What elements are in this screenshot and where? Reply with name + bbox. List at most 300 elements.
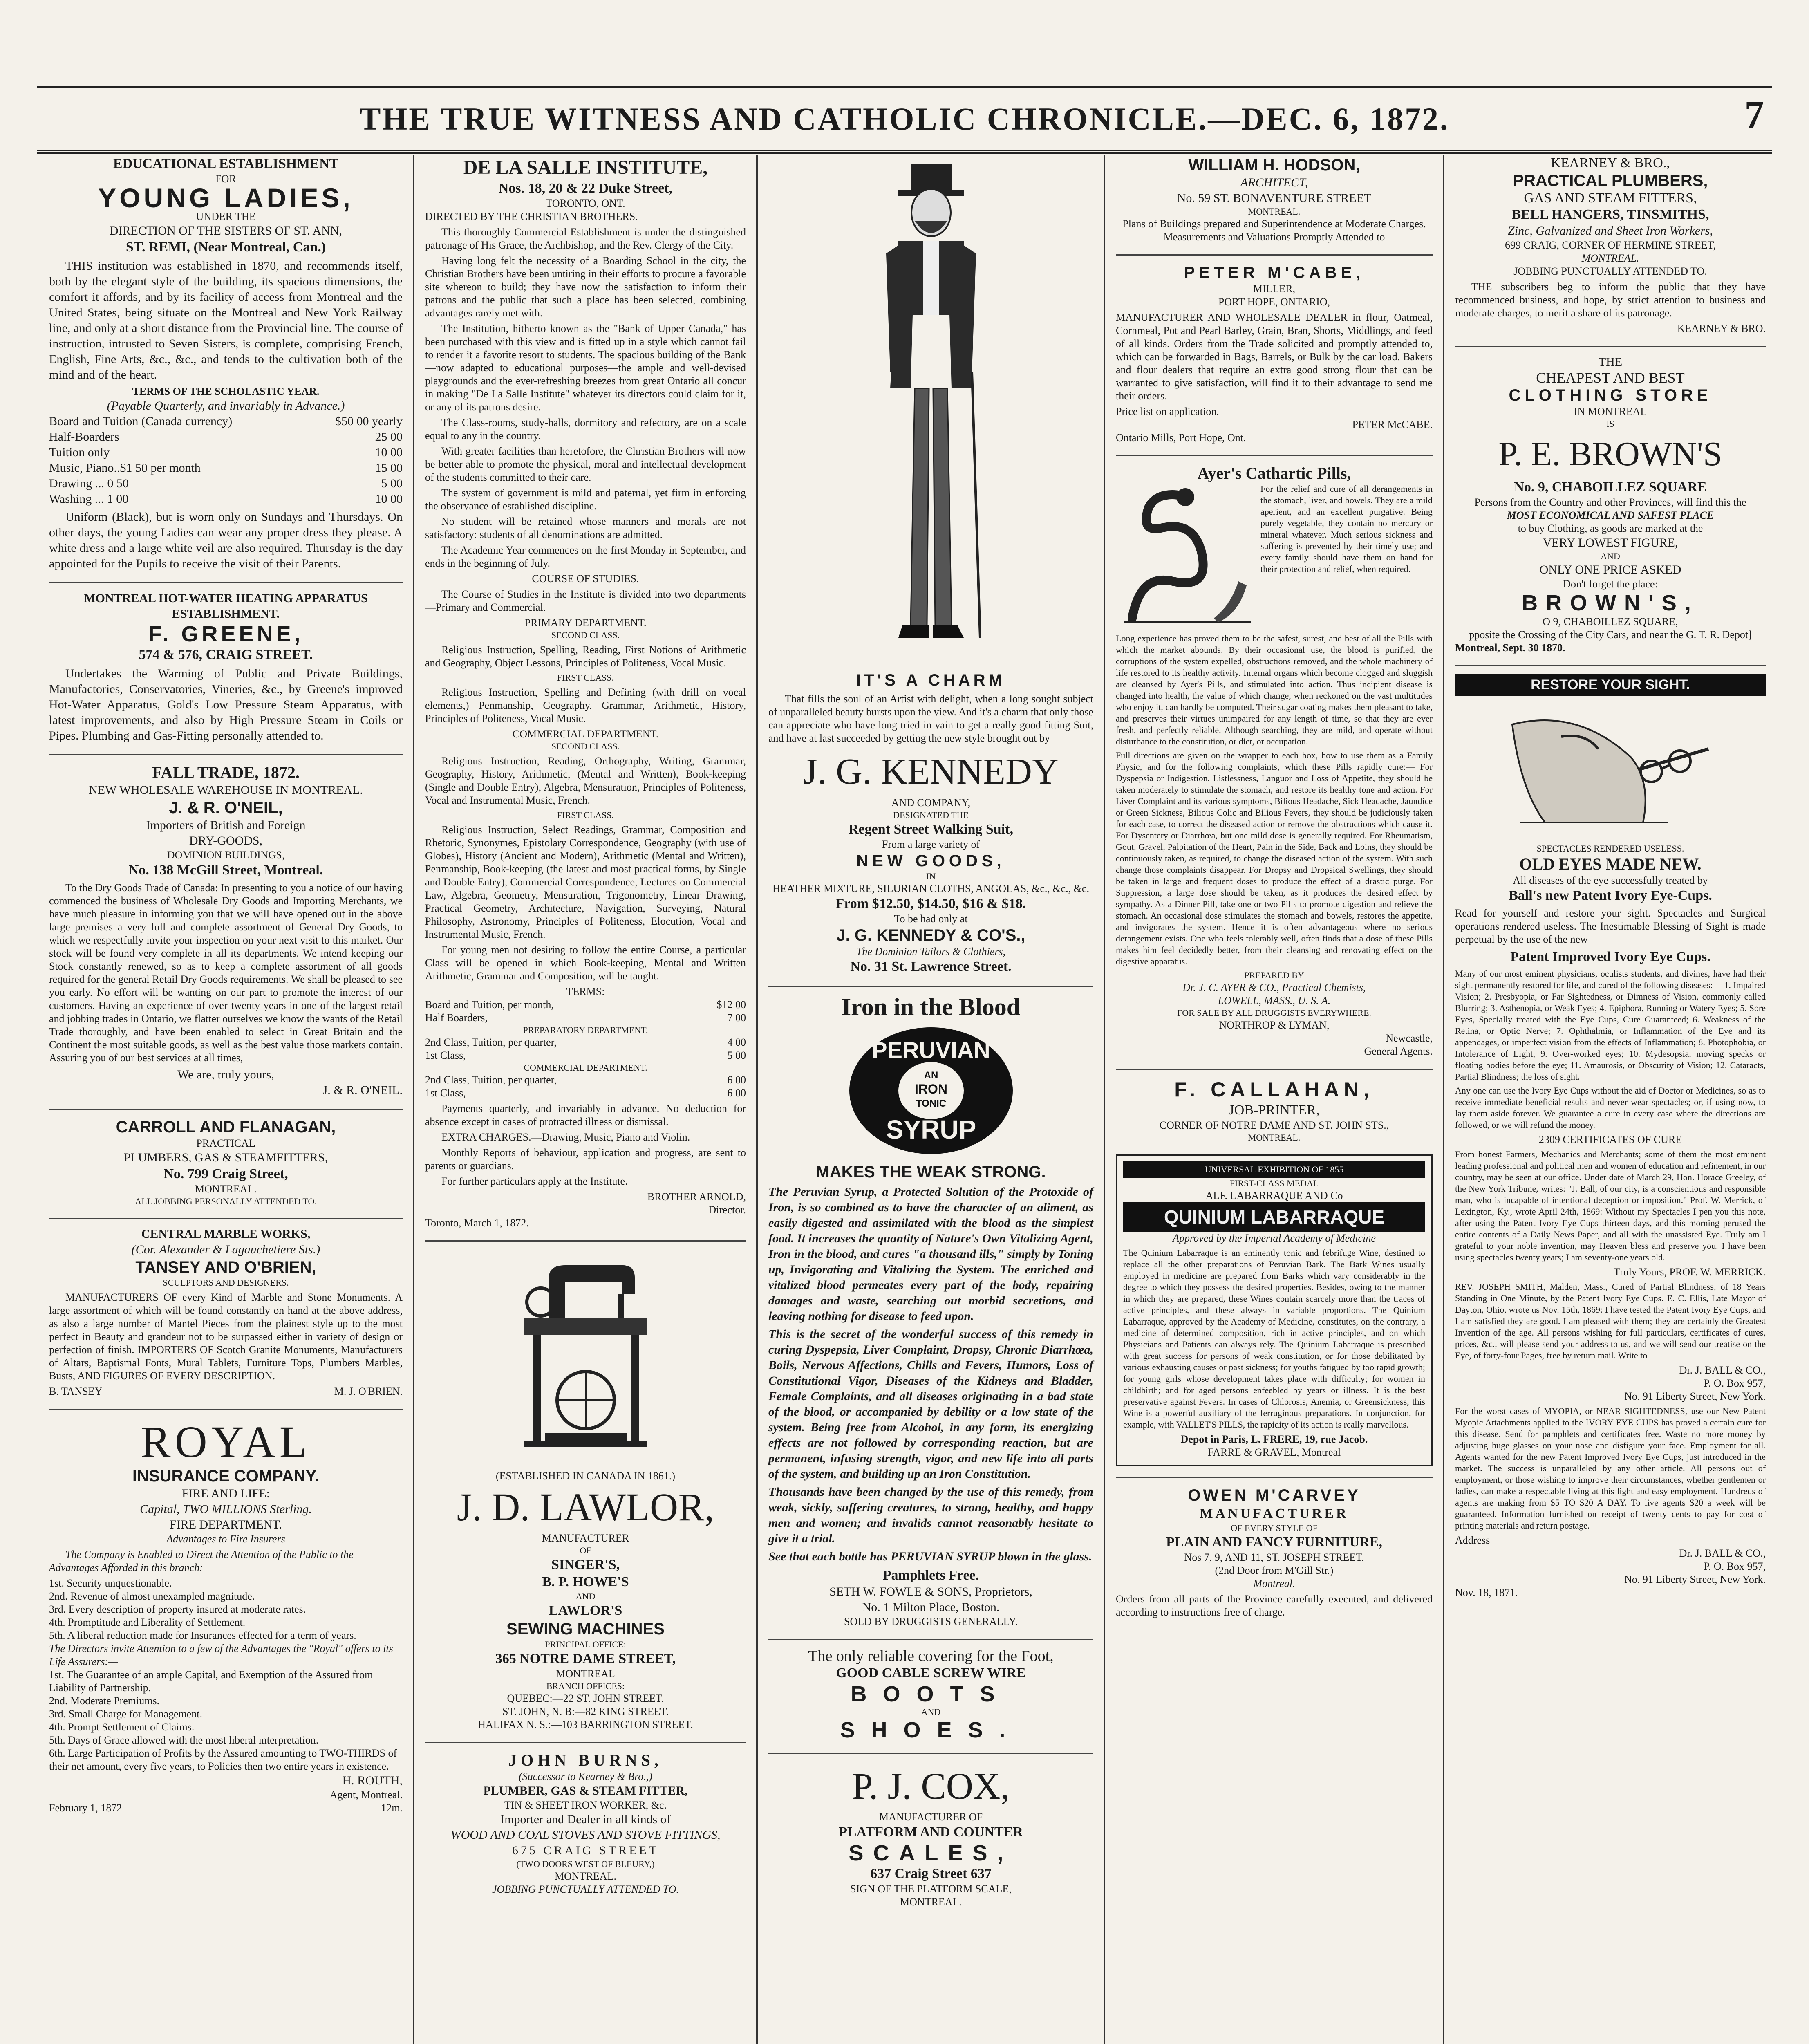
ad-line: MONTREAL.	[195, 1183, 257, 1195]
ad-ayers-pills	[1116, 455, 1433, 1058]
section-heading: COURSE OF STUDIES.	[532, 573, 639, 585]
ad-product: BOOTS	[851, 1682, 1011, 1706]
ad-address: No. 138 McGill Street, Montreal.	[128, 863, 323, 878]
ad-line: NORTHROP & LYMAN,	[1219, 1019, 1330, 1031]
section-subheading: FIRST CLASS.	[557, 810, 614, 820]
ad-line: GOOD CABLE SCREW WIRE	[836, 1665, 1026, 1681]
section-heading: TERMS:	[566, 986, 605, 997]
ad-duration: 12m.	[381, 1802, 403, 1814]
ad-address: No. 31 St. Lawrence Street.	[850, 959, 1012, 974]
ad-line: Plans of Buildings prepared and Superintendence at Moderate Charges.	[1122, 218, 1426, 230]
ad-line: pposite the Crossing of the City Cars, and near the G. T. R. Depot]	[1469, 629, 1752, 641]
terms-item: PREPARATORY DEPARTMENT.	[523, 1025, 648, 1035]
terms-title: TERMS OF THE SCHOLASTIC YEAR.	[132, 385, 320, 397]
terms-item: Tuition only	[49, 446, 110, 459]
ad-title: DE LA SALLE INSTITUTE,	[463, 157, 708, 178]
terms-price: 5 00	[727, 1049, 746, 1061]
terms-price: 10 00	[375, 492, 403, 506]
ad-body: REV. JOSEPH SMITH, Malden, Mass., Cured of Partial Blindness, of 18 Years Standing in One Minute, by the Patent Ivory Eye Cups. E. C. Ellis, Late Mayor of Dayton, Ohio, wrote us Nov. 15th, 1869: I have tested the Patent Ivory Eye Cups, and I am satisfied they are good. I am pleased with them; they are certainly the Greatest Invention of the age. All persons wishing for full particulars, certificates of cures, prices, &c., will please send your address to us, and we will send our treatise on the Eye, of forty-four Pages, free by return mail. Write to	[1455, 1282, 1766, 1360]
list-item: 4th. Prompt Settlement of Claims.	[49, 1721, 195, 1733]
ad-line: FIRE DEPARTMENT.	[170, 1518, 282, 1531]
list-item: 2nd. Moderate Premiums.	[49, 1695, 160, 1707]
ad-line: Measurements and Valuations Promptly Attended to	[1163, 231, 1385, 243]
terms-price: 15 00	[375, 461, 403, 475]
ad-line: (Successor to Kearney & Bro.,)	[519, 1771, 652, 1782]
ad-line: Don't forget the place:	[1563, 578, 1658, 590]
ad-brand: Ball's new Patent Ivory Eye-Cups.	[1509, 888, 1712, 903]
ad-line: AND	[921, 1707, 941, 1717]
terms-row	[425, 1036, 746, 1049]
ad-line: BELL HANGERS, TINSMITHS,	[1511, 207, 1709, 222]
terms-item: 2nd Class, Tuition, per quarter,	[425, 1074, 557, 1086]
ad-brand: BROWN'S,	[1522, 591, 1699, 615]
ad-line: (TWO DOORS WEST OF BLEURY,)	[516, 1859, 655, 1869]
ad-line: LOWELL, MASS., U. S. A.	[1218, 995, 1331, 1006]
ad-line: to buy Clothing, as goods are marked at the	[1518, 522, 1703, 534]
ad-line: (2nd Door from M'Gill Str.)	[1215, 1564, 1334, 1576]
ad-title: PRACTICAL PLUMBERS,	[1513, 172, 1708, 190]
ad-line: SIGN OF THE PLATFORM SCALE,	[850, 1883, 1012, 1895]
ad-heading: CENTRAL MARBLE WORKS,	[141, 1227, 311, 1241]
ad-kearney	[1455, 155, 1766, 335]
terms-item: Half Boarders,	[425, 1012, 488, 1024]
terms-item: Board and Tuition (Canada currency)	[49, 415, 233, 428]
ad-title: OLD EYES MADE NEW.	[1519, 855, 1702, 873]
terms-item: COMMERCIAL DEPARTMENT.	[524, 1062, 647, 1073]
list-item: The Directors invite Attention to a few of the Advantages the "Royal" offers to its Life Assurers:—	[49, 1643, 393, 1667]
terms-row	[49, 429, 403, 445]
figure-caption: SPECTACLES RENDERED USELESS.	[1536, 843, 1684, 854]
ad-tansey-obrien	[49, 1218, 403, 1398]
ad-brand: Patent Improved Ivory Eye Cups.	[1510, 949, 1710, 964]
eye-cups-illustration	[1496, 700, 1725, 839]
ad-brand: B. P. HOWE'S	[542, 1574, 629, 1589]
ad-line: THE	[1598, 355, 1623, 369]
ad-signature: Truly Yours, PROF. W. MERRICK.	[1614, 1266, 1766, 1278]
ad-peruvian-syrup	[768, 986, 1093, 1628]
ad-line: Newcastle,	[1386, 1032, 1433, 1044]
ad-brand: LAWLOR'S	[549, 1603, 622, 1618]
ad-address: 574 & 576, CRAIG STREET.	[139, 647, 313, 662]
ad-body: MANUFACTURER AND WHOLESALE DEALER in flour, Oatmeal, Cornmeal, Pot and Pearl Barley, Grain, Bran, Shorts, Middlings, and feed of all kinds. Orders from the Trade solicited and promptly attended to, which can be forwarded in Bags, Barrels, or Bulk by the car load. Bakers and flour dealers that require an extra good strong flour that can be warranted to give satisfaction, will find it to their advantage to send me their orders.	[1116, 312, 1433, 402]
ad-line: ALL JOBBING PERSONALLY ATTENDED TO.	[135, 1196, 317, 1206]
ad-body: The Institution, hitherto known as the "Bank of Upper Canada," has been purchased with this view and is fitted up in a style which cannot fail to render it a favorite resort to students. The spacious building of the Bank—now adapted to educational purposes—the ample and well-devised playgrounds and the ever-refreshing breezes from great Ontario all concur in making "De La Salle Institute" whatever its directors could claim for it, or any of its patrons desire.	[425, 323, 746, 413]
ad-line: MONTREAL.	[900, 1896, 962, 1908]
section-subheading: SECOND CLASS.	[551, 741, 620, 751]
ad-body: Payments quarterly, and invariably in advance. No deduction for absence except in cases of protracted illness or dismissal.	[425, 1103, 746, 1127]
ad-body: For young men not desiring to follow the entire Course, a particular Class will be opened in which Book-keeping, Mental and Written Arithmetic, Grammar and Composition, will be taught.	[425, 944, 746, 982]
list-item: 3rd. Small Charge for Management.	[49, 1708, 202, 1720]
ad-body: Religious Instruction, Select Readings, Grammar, Composition and Rhetoric, Synonymes, Epistolary Correspondence, Geography (with use of Globes), History (Ancient and Modern), Arithmetic (Mental and Written), Penmanship, Book-keeping (the latest and most practical forms, by Single and Double Entry), Commercial Correspondence, Lectures on Commercial Law, Algebra, Geometry, Mensuration, Trigonometry, Linear Drawing, Practical Geometry, Architecture, Navigation, Surveying, Natural Philosophy, Astronomy, Principles of Politeness, Elocution, Vocal and Instrumental Music, French.	[425, 824, 746, 940]
ad-line: FOR	[215, 173, 236, 185]
ad-body: The Quinium Labarraque is an eminently tonic and febrifuge Wine, destined to replace all the other preparations of Peruvian Bark. The Bark Wines usually employed in medicine are prepared from Barks which vary considerably in the degree to which they possess the desired properties. Besides, owing to the manner in which they are prepared, these Wines contain scarcely more than the traces of active principles, and these always in variable proportions. The Quinium Labarraque, approved by the Academy of Medicine, constitutes, on the contrary, a medicine of determined composition, rich in active principles, and on which Physicians and Patients can always rely. The Quinium Labarraque is prescribed with great success for persons of weak constitution, or for those debilitated by various exhausting causes or past sickness; for youths fatigued by too rapid growth; for young girls whose development takes place with difficulty; for women in childbirth; and for aged persons enfeebled by years or illness. It is the best preservative against Fevers. In cases of Chlorosis, Anemia, or Greensickness, this Wine is a powerful auxiliary of the ferruginous preparations. In conjunction, for example, with VALLET'S PILLS, the rapidity of its action is really marvellous.	[1123, 1248, 1425, 1430]
ad-line: DIRECTED BY THE CHRISTIAN BROTHERS.	[425, 211, 638, 222]
section-heading: COMMERCIAL DEPARTMENT.	[512, 728, 659, 740]
terms-row	[425, 1011, 746, 1024]
ad-line: Importers of British and Foreign	[146, 818, 306, 832]
ad-line: TIN & SHEET IRON WORKER, &c.	[504, 1799, 667, 1811]
newspaper-title: THE TRUE WITNESS AND CATHOLIC CHRONICLE.—DEC. 6, 1872.	[359, 101, 1450, 137]
ad-address: No. 9, CHABOILLEZ SQUARE	[1514, 480, 1707, 495]
ad-heading: FALL TRADE, 1872.	[152, 763, 300, 782]
ad-line: Montreal.	[1253, 1578, 1295, 1589]
ad-address: O 9, CHABOILLEZ SQUARE,	[1543, 616, 1678, 628]
ad-line: General Agents.	[1364, 1045, 1433, 1057]
ad-boots	[768, 1639, 1093, 1742]
ad-brand: P. E. BROWN'S	[1498, 435, 1722, 473]
terms-price: 25 00	[375, 430, 403, 444]
ad-line: SCULPTORS AND DESIGNERS.	[163, 1278, 289, 1288]
terms-price: 4 00	[727, 1036, 746, 1048]
ad-body: For further particulars apply at the Institute.	[441, 1175, 628, 1187]
ad-line: IS	[1606, 419, 1614, 429]
terms-row	[49, 460, 403, 476]
ad-heading: MONTREAL HOT-WATER HEATING APPARATUS ESTABLISHMENT.	[84, 592, 368, 621]
ad-product: PLAIN AND FANCY FURNITURE,	[1166, 1535, 1382, 1550]
ad-body: Religious Instruction, Spelling, Reading, First Notions of Arithmetic and Geography, Object Lessons, Principles of Politeness, Vocal Music.	[425, 644, 746, 669]
ad-headline: Iron in the Blood	[841, 993, 1021, 1020]
ad-line: AND	[575, 1591, 596, 1601]
ad-title: OWEN M'CARVEY	[1188, 1486, 1361, 1504]
ad-body: Thousands have been changed by the use of this remedy, from weak, sickly, suffering creatures, to strong, healthy, and happy men and women; and invalids cannot reasonably hesitate to give it a trial.	[768, 1485, 1093, 1545]
ayer-top	[1116, 483, 1433, 630]
terms-price: $50 00 yearly	[335, 415, 403, 428]
ad-line: MONTREAL.	[555, 1870, 616, 1882]
ad-line: JOB-PRINTER,	[1229, 1103, 1320, 1118]
ad-line: MONTREAL.	[1248, 206, 1301, 217]
ad-address: 699 CRAIG, CORNER OF HERMINE STREET,	[1505, 239, 1716, 251]
ad-signature: J. & R. O'NEIL.	[322, 1083, 403, 1097]
ad-body: The Course of Studies in the Institute is divided into two departments—Primary and Commercial.	[425, 588, 746, 613]
ad-mccabe	[1116, 254, 1433, 444]
ad-line: FOR SALE BY ALL DRUGGISTS EVERYWHERE.	[1177, 1008, 1372, 1018]
ad-line: Capital, TWO MILLIONS Sterling.	[140, 1502, 312, 1516]
ad-line: Address	[1455, 1534, 1490, 1546]
ad-goods: NEW GOODS,	[856, 852, 1005, 870]
ad-body: Any one can use the Ivory Eye Cups without the aid of Doctor or Medicines, so as to receive immediate beneficial results and never wear spectacles; or, if using now, to lay them aside forever. We guarantee a cure in every case where the directions are followed, or we will refund the money.	[1455, 1085, 1766, 1130]
ad-body: Read for yourself and restore your sight. Spectacles and Surgical operations rendered useless. The Inestimable Blessing of Sight is made perpetual by the use of the new	[1455, 907, 1766, 945]
column-3	[760, 155, 1102, 2044]
ad-address: Nos. 18, 20 & 22 Duke Street,	[498, 181, 673, 196]
ad-title: CARROLL AND FLANAGAN,	[116, 1118, 336, 1136]
ad-body: The Company is Enabled to Direct the Attention of the Public to the Advantages Afforded in this branch:	[49, 1549, 354, 1573]
ad-greene	[49, 582, 403, 744]
ad-title: F. CALLAHAN,	[1174, 1078, 1374, 1101]
ad-body: The Class-rooms, study-halls, dormitory and refectory, are on a scale equal to any in the country.	[425, 417, 746, 442]
gentleman-illustration	[870, 159, 992, 666]
logo-text-iron: IRON	[914, 1082, 947, 1096]
ad-title: P. J. COX,	[852, 1765, 1010, 1807]
ad-line: JOBBING PUNCTUALLY ATTENDED TO.	[492, 1883, 679, 1895]
ad-line: UNDER THE	[196, 211, 256, 222]
terms-price: $12 00	[716, 999, 746, 1011]
terms-row	[425, 1087, 746, 1100]
ad-de-la-salle	[425, 155, 746, 1230]
ad-line: MONTREAL	[556, 1668, 615, 1680]
terms-row	[49, 476, 403, 491]
ad-title: J. G. KENNEDY	[803, 751, 1059, 792]
ad-body: THE subscribers beg to inform the public that they have recommenced business, and hope, by strict attention to business and moderate charges, to merit a share of its patronage.	[1455, 281, 1766, 319]
terms-row	[49, 445, 403, 460]
list-item: 1st. Security unquestionable.	[49, 1577, 172, 1589]
ad-line: Importer and Dealer in all kinds of	[500, 1813, 671, 1826]
terms-item: Drawing ... 0 50	[49, 477, 129, 490]
ad-title: PETER M'CABE,	[1184, 264, 1365, 282]
ad-line: BRANCH OFFICES:	[546, 1681, 625, 1691]
ad-line: AND COMPANY,	[891, 797, 971, 809]
ad-line: Persons from the Country and other Provinces, will find this the	[1474, 496, 1746, 508]
list-item: 5th. A liberal reduction made for Insurances effected for a term of years.	[49, 1629, 356, 1641]
ad-signature-row	[49, 1385, 403, 1398]
ad-address: Dr. J. BALL & CO.,	[1679, 1364, 1766, 1376]
ad-line: Approved by the Imperial Academy of Medicine	[1173, 1232, 1376, 1244]
ad-line: The Dominion Tailors & Clothiers,	[856, 946, 1006, 957]
column-rule	[1104, 155, 1105, 2044]
ad-body: Undertakes the Warming of Public and Private Buildings, Manufactories, Conservatories, Vineries, &c., by Greene's improved Hot-Water Apparatus, Gold's Low Pressure Steam Apparatus, with latest improvements, and also by High Pressure Steam in Coils or Pipes. Plumbing and Gas-Fitting personally attended to.	[49, 667, 403, 742]
terms-price: 10 00	[375, 446, 403, 459]
ad-product: SCALES,	[849, 1841, 1013, 1865]
ad-body: The system of government is mild and paternal, yet firm in enforcing the observance of established discipline.	[425, 487, 746, 512]
ad-line: AND	[1601, 551, 1620, 561]
ad-signature: BROTHER ARNOLD,	[647, 1191, 746, 1203]
ad-title: J. D. LAWLOR,	[457, 1485, 714, 1529]
ad-headline: IT'S A CHARM	[856, 671, 1005, 689]
ad-line: MOST ECONOMICAL AND SAFEST PLACE	[1507, 509, 1714, 521]
section-subheading: FIRST CLASS.	[557, 672, 614, 683]
ad-body: To the Dry Goods Trade of Canada: In presenting to you a notice of our having commenced the business of Wholesale Dry Goods and Importing Merchants, we have much pleasure in informing you that we will have opened out in the above large premises a very full and complete assortment of General Dry Goods, to which we respectfully invite your inspection on your next visit to this market. Our stock will be found very complete in all its departments. We intend keeping our Stock constantly renewed, so as to keep a complete assortment of all goods required for the general Retail Dry Goods requirements. We shall be pleased to see you early. No effort will be wanting on our part to promote the interest of our customers. Having an experience of over twenty years in one of the largest retail and jobbing trades in Ontario, we flatter ourselves we know the wants of the Retail Trade thoroughly, and have been enabled to select in Great Britain and the Continent the most suitable goods, as well as the best value those markets contain. Assuring you of our best services at all times,	[49, 882, 403, 1064]
ad-product: SHOES.	[840, 1718, 1022, 1742]
ad-branch: ST. JOHN, N. B:—82 KING STREET.	[502, 1706, 669, 1717]
logo-text-an: AN	[924, 1070, 938, 1081]
ad-address: P. O. Box 957,	[1704, 1377, 1766, 1389]
ad-line: SETH W. FOWLE & SONS, Proprietors,	[829, 1585, 1032, 1598]
ad-line: Ontario Mills, Port Hope, Ont.	[1116, 432, 1246, 444]
ad-body: Religious Instruction, Spelling and Defining (with drill on vocal elements,) Penmanship, Geography, Grammar, Arithmetic, History, Principles of Politeness, Vocal Music.	[425, 686, 746, 724]
ad-body: Full directions are given on the wrapper to each box, how to use them as a Family Physic, and for the following complaints, which these Pills rapidly cure:— For Dyspepsia or Indigestion, Listlessness, Languor and Loss of Appetite, they should be taken moderately to stimulate the stomach, and restore its healthy tone and action. For Liver Complaint and its various symptoms, Bilious Headache, Sick Headache, Jaundice or Green Sickness, Bilious Colic and Bilious Fevers, they should be judiciously taken for each case, to correct the diseased action or remove the obstructions which cause it. For Dysentery or Diarrhœa, but one mild dose is generally required. For Rheumatism, Gout, Gravel, Palpitation of the Heart, Pain in the Side, Back and Loins, they should be continuously taken, as required, to change the diseased action of the system. With such change those complaints disappear. For Dropsy and Dropsical Swellings, they should be taken in large and frequent doses to produce the effect of a drastic purge. For Suppression, a large dose should be taken, as it produces the desired effect by sympathy. As a Dinner Pill, take one or two Pills to promote digestion and relieve the stomach. An occasional dose stimulates the stomach and bowels, restores the appetite, and invigorates the system. Hence it is often advantageous where no serious derangement exists. One who feels tolerably well, often finds that a dose of these Pills makes him feel decidedly better, from their cleansing and renovating effect on the digestive apparatus.	[1116, 750, 1433, 966]
ad-title: WILLIAM H. HODSON,	[1188, 156, 1360, 174]
terms-note: (Payable Quarterly, and invariably in Advance.)	[107, 399, 345, 412]
ad-quinium	[1116, 1154, 1433, 1466]
ad-line: HEATHER MIXTURE, SILURIAN CLOTHS, ANGOLAS, &c., &c., &c.	[772, 883, 1089, 894]
ad-body: MANUFACTURERS OF every Kind of Marble and Stone Monuments. A large assortment of which will be found constantly on hand at the above address, as also a large number of Mantel Pieces from the plainest style up to the most perfect in Beauty and grandeur not to be surpassed either in variety of design or perfection of finish. IMPORTERS OF Scotch Granite Monuments, Manufacturers of Altars, Baptismal Fonts, Mural Tablets, Furniture Tops, Plumbers Marbles, Busts, AND FIGURES OF EVERY DESCRIPTION.	[49, 1291, 403, 1382]
ad-slogan: MAKES THE WEAK STRONG.	[816, 1163, 1046, 1181]
ad-product: Regent Street Walking Suit,	[849, 822, 1013, 837]
ad-date-row	[49, 1802, 403, 1815]
terms-price: 5 00	[381, 477, 403, 490]
ad-body: This is the secret of the wonderful success of this remedy in curing Dyspepsia, Liver Complaint, Dropsy, Chronic Diarrhœa, Boils, Nervous Affections, Chills and Fevers, Humors, Loss of Constitutional Vigor, Diseases of the Kidneys and Bladder, Female Complaints, and all diseases originating in a bad state of the blood, or accompanied by debility or a low state of the system. Being free from Alcohol, in any form, its energizing effects are not followed by corresponding reaction, but are permanent, infusing strength, vigor, and new life into all parts of the system, and building up an Iron Constitution.	[768, 1327, 1093, 1481]
ad-address: 637 Craig Street 637	[870, 1866, 992, 1881]
ad-line: PLUMBERS, GAS & STEAMFITTERS,	[123, 1151, 328, 1164]
ad-line: ONLY ONE PRICE ASKED	[1539, 563, 1681, 576]
column-5	[1447, 155, 1774, 2044]
logo-text-top: PERUVIAN	[871, 1037, 990, 1063]
ad-line: Price list on application.	[1116, 406, 1219, 417]
ad-address: CORNER OF NOTRE DAME AND ST. JOHN STS.,	[1159, 1119, 1389, 1131]
ad-date: Nov. 18, 1871.	[1455, 1587, 1518, 1598]
ad-body: Many of our most eminent physicians, oculists students, and divines, have had their sight permanently restored for life, and cured of the following diseases:— 1. Impaired Vision; 2. Presbyopia, or Far Sightedness, or Dimness of Vision, commonly called Blurring; 3. Asthenopia, or Weak Eyes; 4. Epiphora, Running or Watery Eyes; 5. Sore Eyes, Specially treated with the Eye Cups, Cure Guaranteed; 6. Weakness of the Retina, or Optic Nerve; 7. Ophthalmia, or Inflammation of the Eye and its appendages, or imperfect vision from the effects of Inflammation; 8. Photophobia, or Intolerance of Light; 9. Over-worked eyes; 10. Mydesopsia, moving specks or floating bodies before the eye; 11. Amaurosis, or Obscurity of Vision; 12. Cataracts, Partial Blindness; the loss of sight.	[1455, 968, 1766, 1082]
logo-text-bottom: SYRUP	[886, 1115, 976, 1144]
ad-body: Orders from all parts of the Province carefully executed, and delivered according to instructions free of charge.	[1116, 1593, 1433, 1618]
terms-item: Half-Boarders	[49, 430, 119, 444]
section-subheading: SECOND CLASS.	[551, 630, 620, 640]
column-rule	[413, 155, 414, 2044]
ad-body: This thoroughly Commercial Establishment is under the distinguished patronage of His Grace, the Archbishop, and the Rev. Clergy of the City.	[425, 226, 746, 251]
ad-kennedy	[768, 159, 1093, 975]
ad-lawlor	[425, 1240, 746, 1731]
ad-line: 2309 CERTIFICATES OF CURE	[1538, 1134, 1682, 1145]
ad-headline: RESTORE YOUR SIGHT.	[1455, 674, 1766, 696]
ad-line: IN MONTREAL	[1574, 406, 1647, 417]
ad-body: The Peruvian Syrup, a Protected Solution of the Protoxide of Iron, is so combined as to have the character of an aliment, as easily digested and assimilated with the blood as the simplest food. It increases the quantity of Nature's Own Vitalizing Agent, Iron in the blood, and cures "a thousand ills," simply by Toning up, Invigorating and Vitalizing the System. The enriched and vitalized blood permeates every part of the body, repairing damages and waste, searching out morbid secretions, and leaving nothing for disease to feed upon.	[768, 1185, 1093, 1323]
ad-line: OF	[580, 1545, 591, 1555]
ad-line: MANUFACTURER	[542, 1532, 629, 1544]
ad-address: Dr. J. BALL & CO.,	[1679, 1547, 1766, 1559]
ad-line: NEW WHOLESALE WAREHOUSE IN MONTREAL.	[89, 783, 363, 797]
ad-address: No. 91 Liberty Street, New York.	[1624, 1390, 1766, 1402]
terms-item: 2nd Class, Tuition, per quarter,	[425, 1036, 557, 1048]
column-1	[41, 155, 411, 2044]
ad-branch: HALIFAX N. S.:—103 BARRINGTON STREET.	[478, 1719, 693, 1730]
ad-brown	[1455, 346, 1766, 654]
ad-line: MANUFACTURER	[1200, 1506, 1349, 1521]
ad-signature-role: Director.	[708, 1204, 746, 1216]
ad-line: PORT HOPE, ONTARIO,	[1218, 296, 1330, 308]
terms-price: 6 00	[727, 1087, 746, 1099]
logo-text-tonic: TONIC	[916, 1098, 946, 1109]
ad-royal-insurance	[49, 1409, 403, 1815]
ad-line: PRINCIPAL OFFICE:	[545, 1639, 626, 1650]
ad-line: IN	[926, 871, 936, 881]
ad-line: Zinc, Galvanized and Sheet Iron Workers,	[1508, 224, 1713, 238]
ad-line: Advantages to Fire Insurers	[166, 1533, 285, 1545]
ad-body: From honest Farmers, Mechanics and Merchants; some of them the most eminent leading professional and political men and women of education and refinement, in our country, may be seen at our office. Under date of March 29, Hon. Horace Greeley, of the New York Tribune, writes: "J. Ball, of our city, is a conscientious and responsible man, who is incapable of intentional deception or imposition." Prof. W. Merrick, of Lexington, Ky., wrote April 24th, 1869: Without my Spectacles I pen you this note, after using the Patent Ivory Eye Cups thirteen days, and this morning perused the entire contents of a Daily News Paper, and all with the unassisted Eye. Truly am I grateful to your noble invention, may Heaven bless and preserve you. I have been using spectacles twenty years; I am seventy-one years old.	[1455, 1149, 1766, 1262]
list-item: 2nd. Revenue of almost unexampled magnitude.	[49, 1590, 255, 1602]
sewing-machine-illustration	[500, 1253, 672, 1466]
ad-line: (Cor. Alexander & Lagauchetiere Sts.)	[131, 1243, 320, 1256]
column-4	[1108, 155, 1441, 2044]
ad-line: ARCHITECT,	[1240, 176, 1308, 189]
ad-line: JOBBING PUNCTUALLY ATTENDED TO.	[1513, 265, 1707, 277]
ad-title: J. & R. O'NEIL,	[169, 799, 283, 817]
ad-line: Pamphlets Free.	[882, 1568, 979, 1583]
page-number: 7	[1744, 92, 1764, 136]
list-item: 3rd. Every description of property insured at moderate rates.	[49, 1603, 306, 1615]
ad-date: February 1, 1872	[49, 1802, 122, 1814]
ad-line: WOOD AND COAL STOVES AND STOVE FITTINGS,	[450, 1828, 721, 1842]
ad-signature: B. TANSEY	[49, 1385, 103, 1397]
ad-brand: SINGER'S,	[551, 1557, 620, 1572]
ad-body: See that each bottle has PERUVIAN SYRUP blown in the glass.	[768, 1550, 1092, 1563]
ad-heading: EDUCATIONAL ESTABLISHMENT	[113, 156, 339, 171]
ad-product: PLATFORM AND COUNTER	[839, 1824, 1023, 1840]
column-rule	[1443, 155, 1444, 2044]
ad-line: CHEAPEST AND BEST	[1536, 370, 1685, 386]
ad-body: For the relief and cure of all derangements in the stomach, liver, and bowels. They are a mild aperient, and an excellent purgative. Being purely vegetable, they contain no mercury or mineral whatever. Much serious sickness and suffering is prevented by their timely use; and every family should have them on hand for their protection and relief, when required.	[1260, 484, 1433, 574]
ad-hodson	[1116, 155, 1433, 244]
ad-line: PRACTICAL	[196, 1137, 255, 1149]
ad-signature: M. J. O'BRIEN.	[334, 1385, 403, 1397]
ad-address: P. O. Box 957,	[1704, 1560, 1766, 1572]
ad-title: YOUNG LADIES,	[98, 183, 354, 213]
ad-line: MONTREAL.	[1248, 1132, 1301, 1143]
ad-firm: J. G. KENNEDY & CO'S.,	[836, 926, 1025, 944]
ad-headline: The only reliable covering for the Foot,	[808, 1647, 1054, 1665]
ad-line: OF EVERY STYLE OF	[1231, 1523, 1318, 1533]
ad-line: Dr. J. C. AYER & CO., Practical Chemists,	[1182, 982, 1366, 993]
terms-item: 1st Class,	[425, 1087, 466, 1099]
ad-body: Religious Instruction, Reading, Orthography, Writing, Grammar, Geography, History, Arithmetic, (Mental and Written), Book-keeping (Single and Double Entry), Algebra, Mensuration, Principles of Politeness, Vocal and Instrumental Music, French.	[425, 755, 746, 806]
ad-title: ROYAL	[141, 1417, 311, 1467]
ad-mccarvey	[1116, 1477, 1433, 1619]
ad-line: PREPARED BY	[1244, 970, 1304, 980]
ad-line: DESIGNATED THE	[893, 810, 969, 820]
ad-title: F. GREENE,	[148, 622, 304, 646]
ad-line: DRY-GOODS,	[189, 834, 263, 847]
terms-row	[425, 1049, 746, 1062]
terms-row	[425, 998, 746, 1011]
ad-cox	[768, 1753, 1093, 1909]
ad-location: ST. REMI, (Near Montreal, Can.)	[125, 240, 326, 255]
ad-body: Long experience has proved them to be the safest, surest, and best of all the Pills with which the market abounds. By their occasional use, the blood is purified, the corruptions of the system expelled, obstructions removed, and the whole machinery of life restored to its healthy activity. Internal organs which become clogged and sluggish are cleansed by Ayer's Pills, and stimulated into action. Thus incipient disease is changed into health, the value of which change, when reckoned on the vast multitudes who enjoy it, can hardly be computed. Their sugar coating makes them pleasant to take, and preserves their virtues unimpaired for any length of time, so that they are ever fresh, and perfectly reliable. Although searching, they are mild, and operate without disturbance to the constitution, or diet, or occupation.	[1116, 633, 1433, 746]
column-rule	[756, 155, 758, 2044]
ad-signature: PETER McCABE.	[1352, 419, 1433, 430]
ad-address: Nos 7, 9, AND 11, ST. JOSEPH STREET,	[1184, 1551, 1364, 1563]
list-item: 4th. Promptitude and Liberality of Settlement.	[49, 1616, 246, 1628]
ad-line: PLUMBER, GAS & STEAM FITTER,	[483, 1784, 688, 1797]
ad-line: MONTREAL.	[1581, 252, 1639, 264]
ad-line: TORONTO, ONT.	[546, 197, 625, 209]
ad-line: (ESTABLISHED IN CANADA IN 1861.)	[495, 1470, 676, 1482]
terms-item: Washing ... 1 00	[49, 492, 129, 506]
column-2	[417, 155, 754, 2044]
list-item: 1st. The Guarantee of an ample Capital, and Exemption of the Assured from Liability of Partnership.	[49, 1669, 373, 1694]
ad-line: ALF. LABARRAQUE AND Co	[1205, 1190, 1343, 1201]
ad-address: 675 CRAIG STREET	[512, 1844, 659, 1857]
terms-item: Board and Tuition, per month,	[425, 999, 554, 1011]
ad-eye-cups	[1455, 665, 1766, 1599]
ad-line: FARRE & GRAVEL, Montreal	[1207, 1446, 1341, 1458]
ad-body: For the worst cases of MYOPIA, or NEAR SIGHTEDNESS, use our New Patent Myopic Attachments applied to the IVORY EYE CUPS has proved a certain cure for this disease. Send for pamphlets and certificates free. Waste no more money by adjusting huge glasses on your nose and disfigure your face. Employment for all. Agents wanted for the new Patent Improved Ivory Eye Cups, just introduced in the market. The success is unparalleled by any other article. All persons out of employment, or those wishing to improve their circumstances, whether gentlemen or ladies, can make a respectable living at this light and easy employment. Hundreds of agents are making from $5 TO $20 A DAY. To live agents $20 a week will be guaranteed. Information furnished on receipt of twenty cents to pay for cost of printing materials and return postage.	[1455, 1406, 1766, 1531]
ad-line: All diseases of the eye successfully treated by	[1513, 874, 1708, 886]
ad-title: QUINIUM LABARRAQUE	[1123, 1202, 1425, 1232]
ad-signature: H. ROUTH,	[342, 1774, 403, 1787]
ad-line: DOMINION BUILDINGS,	[167, 849, 285, 861]
terms-row	[425, 1074, 746, 1087]
list-item: 6th. Large Participation of Profits by the Assured amounting to TWO-THIRDS of their net amount, every five years, to Policies then two entire years in existence.	[49, 1747, 397, 1772]
ad-line: We are, truly yours,	[177, 1068, 274, 1081]
ad-address: No. 799 Craig Street,	[163, 1166, 288, 1181]
ad-subtitle: INSURANCE COMPANY.	[132, 1467, 320, 1485]
ad-body: The Academic Year commences on the first Monday in September, and ends in the beginning of July.	[425, 544, 746, 569]
ad-body: THIS institution was established in 1870, and recommends itself, both by the elegant style of the building, its spacious dimensions, the comfort it affords, and by its facility of access from Montreal and the United States, being situate on the Montreal and New York Railway line, and only at a short distance from the Provincial line. The course of instruction, intrusted to Seven Sisters, is complete, comprising French, English, Fine Arts, &c., &c., and tends to the cultivation both of the mind and of the heart.	[49, 259, 403, 381]
ad-burns	[425, 1742, 746, 1896]
section-heading: PRIMARY DEPARTMENT.	[524, 617, 647, 629]
ad-date: Toronto, March 1, 1872.	[425, 1217, 529, 1229]
ad-body: That fills the soul of an Artist with delight, when a long sought subject of unparalleled beauty bursts upon the view. And it's a charm that only those can appreciate who have long tried in vain to get a really good fitting Suit, and have at last succeeded by getting the new style brought out by	[768, 693, 1093, 744]
ad-line: MILLER,	[1253, 283, 1296, 295]
ad-body: No student will be retained whose manners and morals are not satisfactory: students of all denominations are admitted.	[425, 515, 746, 540]
ad-line: KEARNEY & BRO.,	[1551, 155, 1670, 170]
ad-signature: KEARNEY & BRO.	[1677, 323, 1766, 334]
ad-title: TANSEY AND O'BRIEN,	[135, 1258, 316, 1276]
ad-branch: QUEBEC:—22 ST. JOHN STREET.	[507, 1692, 664, 1704]
ad-line: Depot in Paris, L. FRERE, 19, rue Jacob.	[1180, 1433, 1368, 1445]
ad-address: No. 1 Milton Place, Boston.	[862, 1600, 1000, 1614]
ad-line: From a large variety of	[882, 838, 980, 850]
terms-item: 1st Class,	[425, 1049, 466, 1061]
ad-young-ladies	[49, 155, 403, 572]
ad-title: JOHN BURNS,	[508, 1751, 663, 1769]
